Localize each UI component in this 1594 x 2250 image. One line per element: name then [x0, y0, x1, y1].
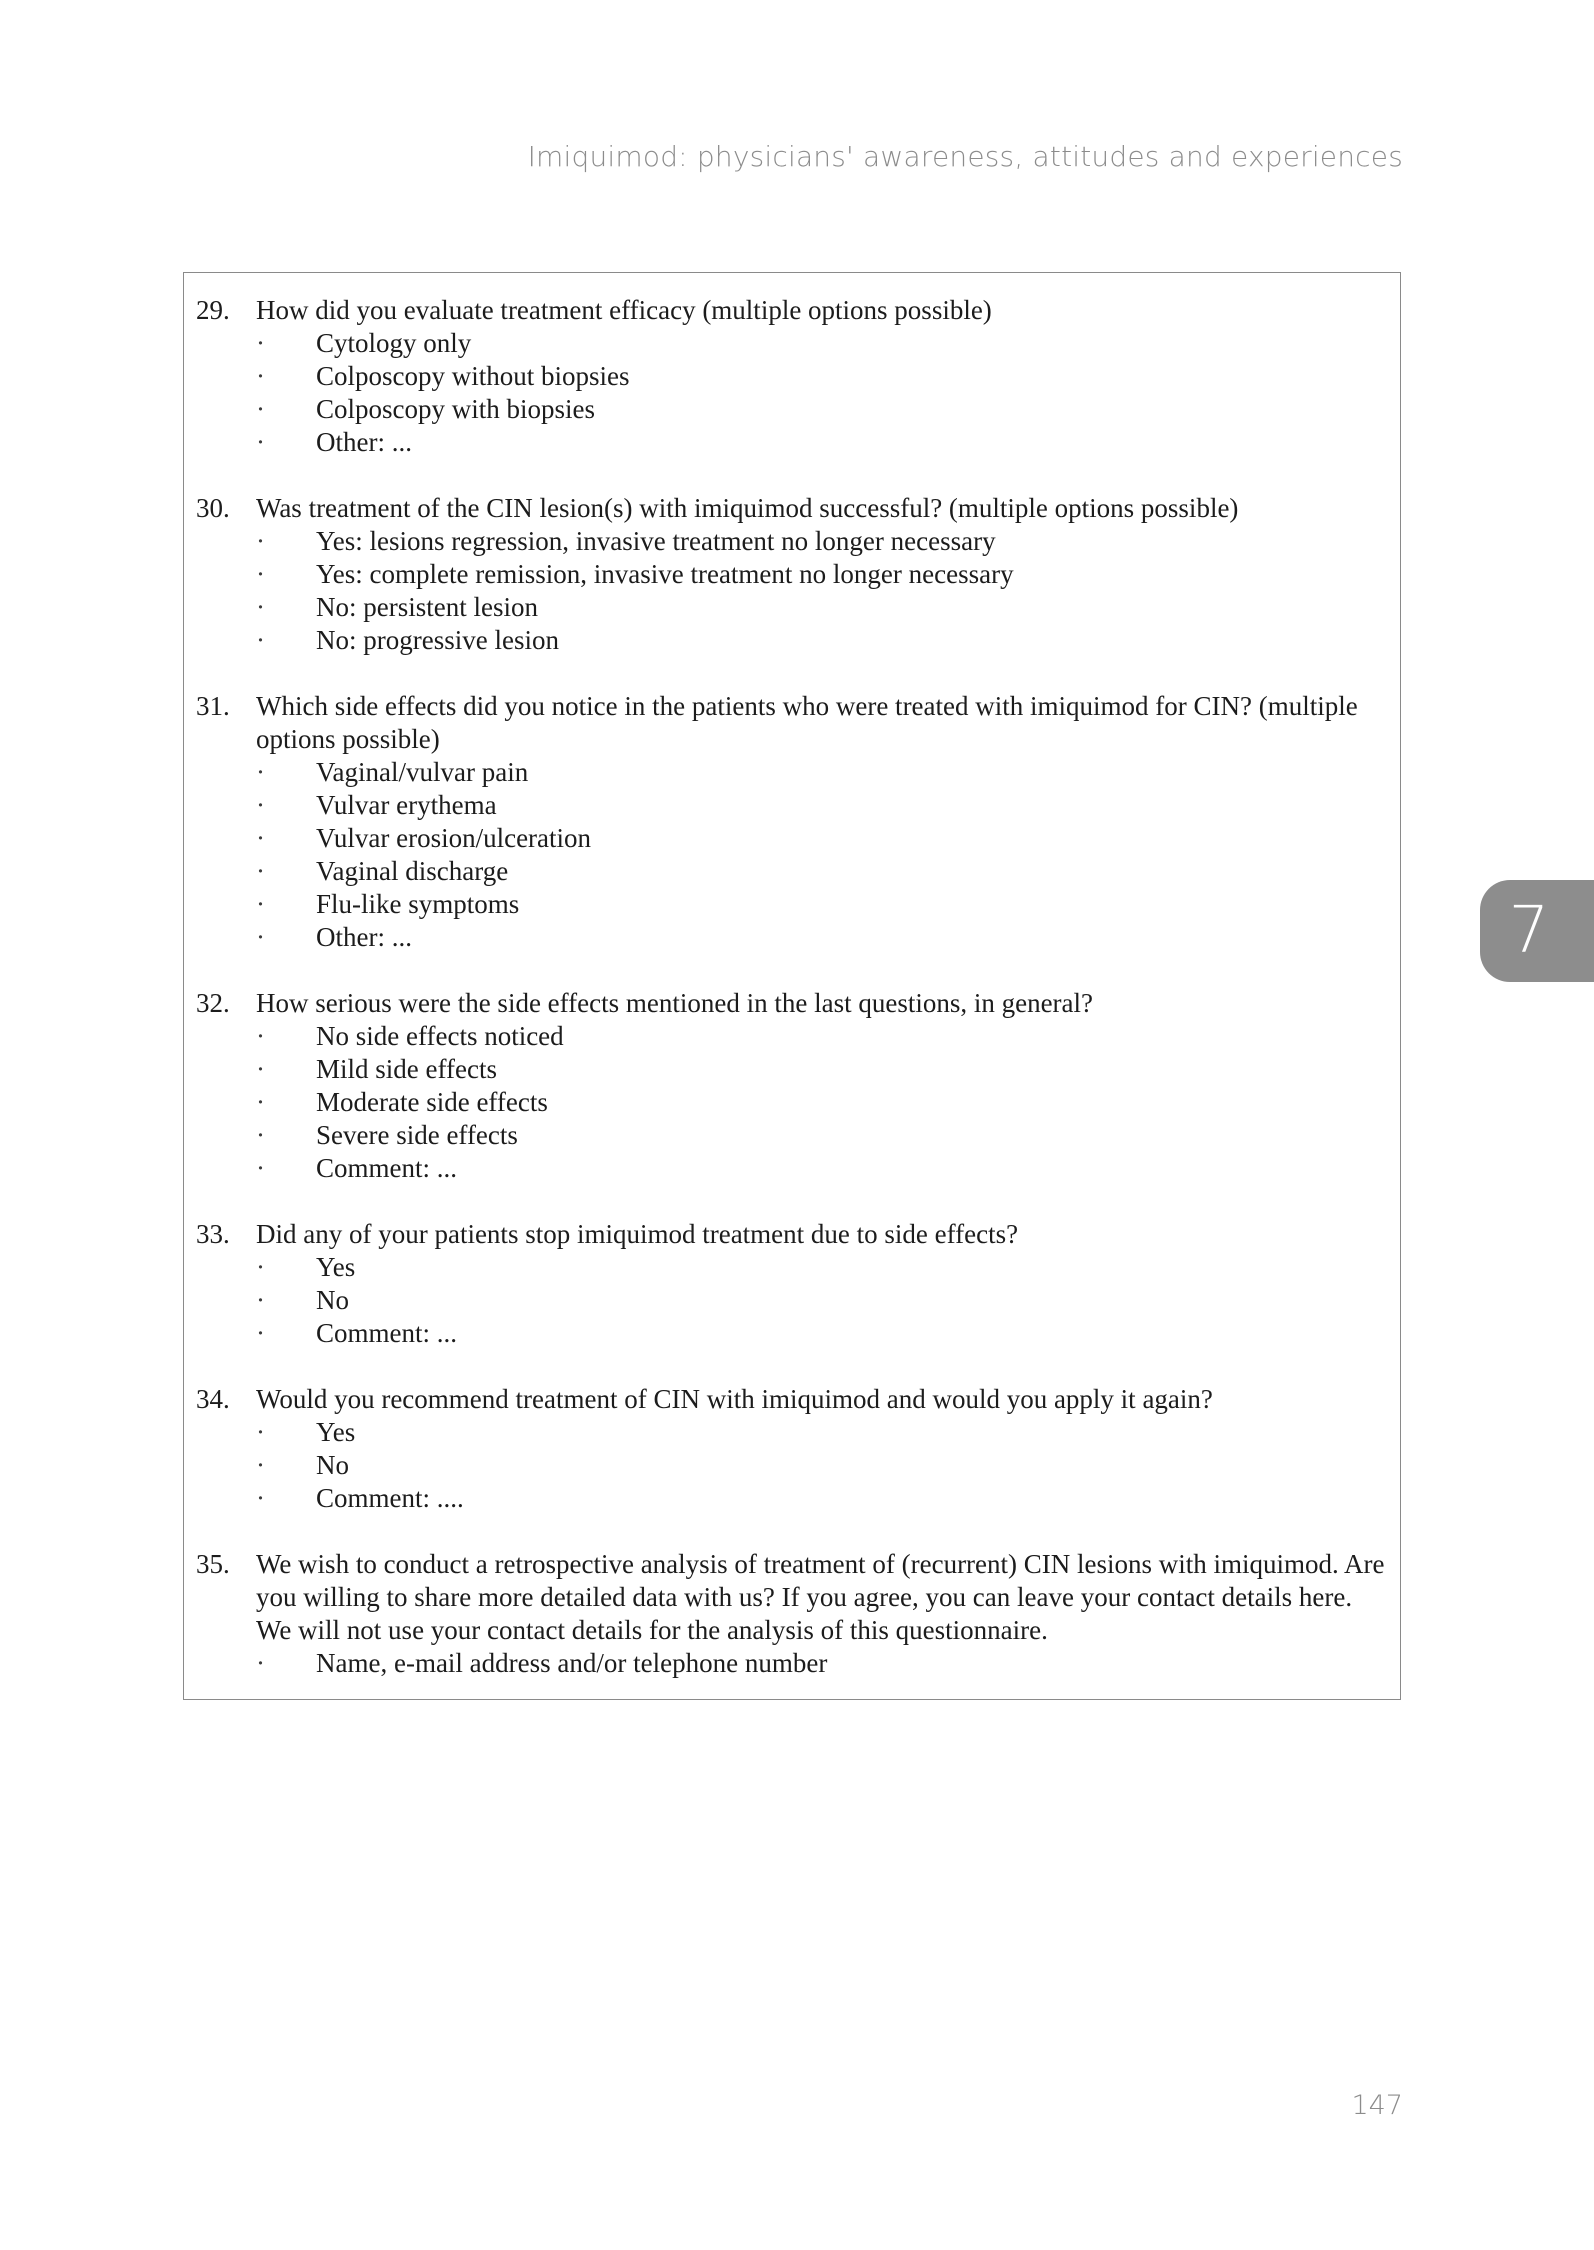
question-number: 29. — [196, 295, 230, 325]
bullet-dot-icon — [256, 393, 316, 426]
question-text: Would you recommend treatment of CIN with imiquimod and would you apply it again? — [256, 1384, 1213, 1414]
answer-option — [196, 591, 1388, 624]
bullet-dot-icon — [256, 1416, 316, 1449]
bullet-dot-icon — [256, 1317, 316, 1350]
answer-option — [196, 558, 1388, 591]
option-label: Severe side effects — [316, 1120, 518, 1150]
bullet-dot-icon — [256, 1086, 316, 1119]
question-row — [196, 492, 1388, 525]
question-list — [196, 294, 1388, 1713]
bullet-dot-icon — [256, 591, 316, 624]
question-row — [196, 690, 1388, 756]
bullet-dot-icon — [256, 1119, 316, 1152]
answer-option — [196, 393, 1388, 426]
question-item — [196, 1548, 1388, 1680]
question-text: Which side effects did you notice in the patients who were treated with imiquimod for CIN? (multiple options possible) — [256, 691, 1358, 754]
option-list — [196, 756, 1388, 954]
bullet-dot-icon — [256, 1020, 316, 1053]
bullet-dot-icon — [256, 525, 316, 558]
questionnaire-box — [183, 272, 1401, 1700]
option-label: Cytology only — [316, 328, 472, 358]
answer-option — [196, 327, 1388, 360]
running-header: Imiquimod: physicians' awareness, attitudes and experiences — [527, 140, 1403, 173]
option-label: Colposcopy without biopsies — [316, 361, 630, 391]
option-label: Yes — [316, 1252, 356, 1282]
answer-option — [196, 1152, 1388, 1185]
option-list — [196, 327, 1388, 459]
bullet-dot-icon — [256, 921, 316, 954]
page-number: 147 — [1351, 2090, 1403, 2121]
question-item — [196, 294, 1388, 459]
option-label: Other: ... — [316, 427, 412, 457]
answer-option — [196, 1482, 1388, 1515]
option-label: Yes: complete remission, invasive treatment no longer necessary — [316, 559, 1014, 589]
option-label: Other: ... — [316, 922, 412, 952]
question-number: 33. — [196, 1219, 230, 1249]
answer-option — [196, 1317, 1388, 1350]
option-label: Mild side effects — [316, 1054, 497, 1084]
bullet-dot-icon — [256, 1053, 316, 1086]
question-item — [196, 1218, 1388, 1350]
answer-option — [196, 822, 1388, 855]
option-list — [196, 1020, 1388, 1185]
option-list — [196, 525, 1388, 657]
answer-option — [196, 1086, 1388, 1119]
option-label: Yes — [316, 1417, 356, 1447]
option-list — [196, 1251, 1388, 1350]
bullet-dot-icon — [256, 789, 316, 822]
question-row — [196, 987, 1388, 1020]
answer-option — [196, 525, 1388, 558]
question-row — [196, 1548, 1388, 1647]
answer-option — [196, 921, 1388, 954]
answer-option — [196, 855, 1388, 888]
answer-option — [196, 756, 1388, 789]
bullet-dot-icon — [256, 624, 316, 657]
option-label: No side effects noticed — [316, 1021, 564, 1051]
question-number: 31. — [196, 691, 230, 721]
answer-option — [196, 1119, 1388, 1152]
question-row — [196, 1218, 1388, 1251]
question-text: How serious were the side effects mentioned in the last questions, in general? — [256, 988, 1094, 1018]
answer-option — [196, 1251, 1388, 1284]
question-item — [196, 492, 1388, 657]
option-label: Vulvar erythema — [316, 790, 497, 820]
bullet-dot-icon — [256, 1284, 316, 1317]
option-label: Name, e-mail address and/or telephone number — [316, 1648, 828, 1678]
question-text: How did you evaluate treatment efficacy (multiple options possible) — [256, 295, 992, 325]
answer-option — [196, 360, 1388, 393]
option-label: Yes: lesions regression, invasive treatment no longer necessary — [316, 526, 996, 556]
answer-option — [196, 624, 1388, 657]
option-label: Vaginal/vulvar pain — [316, 757, 529, 787]
option-label: No: persistent lesion — [316, 592, 538, 622]
question-row — [196, 1383, 1388, 1416]
bullet-dot-icon — [256, 360, 316, 393]
question-number: 30. — [196, 493, 230, 523]
bullet-dot-icon — [256, 1152, 316, 1185]
bullet-dot-icon — [256, 855, 316, 888]
chapter-tab: 7 — [1480, 880, 1594, 982]
answer-option — [196, 1284, 1388, 1317]
question-number: 35. — [196, 1549, 230, 1579]
option-label: Colposcopy with biopsies — [316, 394, 596, 424]
question-item — [196, 987, 1388, 1185]
answer-option — [196, 1020, 1388, 1053]
answer-option — [196, 888, 1388, 921]
bullet-dot-icon — [256, 1647, 316, 1680]
bullet-dot-icon — [256, 756, 316, 789]
option-label: Comment: ... — [316, 1318, 457, 1348]
answer-option — [196, 1449, 1388, 1482]
option-label: Vulvar erosion/ulceration — [316, 823, 592, 853]
bullet-dot-icon — [256, 822, 316, 855]
option-label: No: progressive lesion — [316, 625, 559, 655]
question-number: 34. — [196, 1384, 230, 1414]
option-label: Vaginal discharge — [316, 856, 509, 886]
answer-option — [196, 1416, 1388, 1449]
answer-option — [196, 426, 1388, 459]
option-label: No — [316, 1450, 349, 1480]
option-label: Comment: .... — [316, 1483, 464, 1513]
answer-option — [196, 1647, 1388, 1680]
question-item — [196, 1383, 1388, 1515]
question-row — [196, 294, 1388, 327]
bullet-dot-icon — [256, 888, 316, 921]
option-list — [196, 1647, 1388, 1680]
option-list — [196, 1416, 1388, 1515]
bullet-dot-icon — [256, 558, 316, 591]
question-number: 32. — [196, 988, 230, 1018]
bullet-dot-icon — [256, 327, 316, 360]
question-text: Was treatment of the CIN lesion(s) with imiquimod successful? (multiple options possible) — [256, 493, 1239, 523]
option-label: Moderate side effects — [316, 1087, 548, 1117]
question-text: Did any of your patients stop imiquimod treatment due to side effects? — [256, 1219, 1019, 1249]
option-label: No — [316, 1285, 349, 1315]
option-label: Comment: ... — [316, 1153, 457, 1183]
option-label: Flu-like symptoms — [316, 889, 520, 919]
answer-option — [196, 789, 1388, 822]
bullet-dot-icon — [256, 1449, 316, 1482]
answer-option — [196, 1053, 1388, 1086]
bullet-dot-icon — [256, 1251, 316, 1284]
bullet-dot-icon — [256, 426, 316, 459]
bullet-dot-icon — [256, 1482, 316, 1515]
question-item — [196, 690, 1388, 954]
question-text: We wish to conduct a retrospective analysis of treatment of (recurrent) CIN lesions with imiquimod. Are you willing to share more detailed data with us? If you agree, you can leave your contact details here. We will not use your contact details for the analysis of this questionnaire. — [256, 1549, 1385, 1645]
